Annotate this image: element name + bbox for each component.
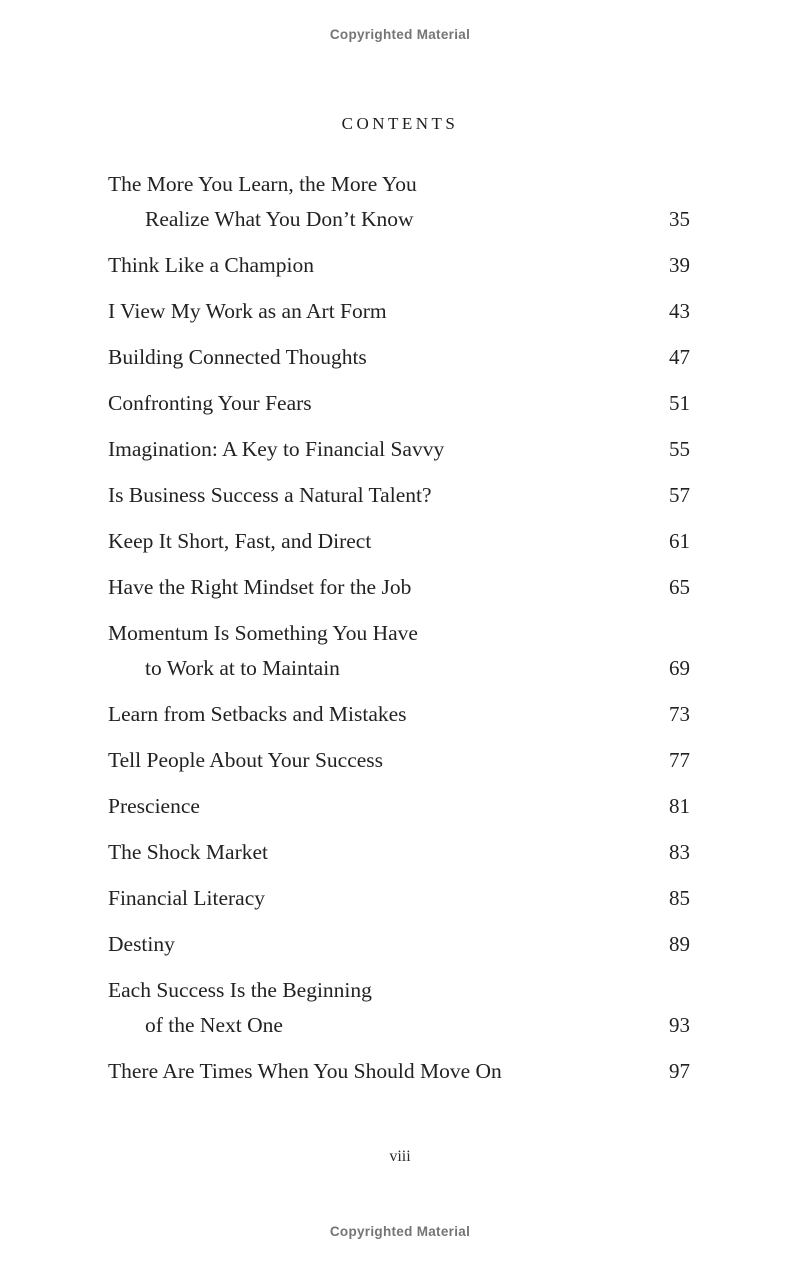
toc-line xyxy=(108,524,690,559)
toc-entry xyxy=(108,248,690,283)
toc-entry xyxy=(108,881,690,916)
toc-entry xyxy=(108,570,690,605)
toc-line xyxy=(108,294,690,329)
toc-entry-title: The More You Learn, the More You xyxy=(108,172,417,196)
toc-line xyxy=(108,743,690,778)
toc-entry xyxy=(108,789,690,824)
toc-entry xyxy=(108,386,690,421)
contents-heading: CONTENTS xyxy=(341,114,459,133)
toc-entry xyxy=(108,524,690,559)
toc-line xyxy=(108,248,690,283)
toc-entry-title: I View My Work as an Art Form xyxy=(108,299,387,323)
copyright-notice-bottom: Copyrighted Material xyxy=(329,1224,471,1239)
toc-entry-page-number: 85 xyxy=(669,886,690,910)
toc-entry xyxy=(108,973,690,1043)
toc-entry-page-number: 57 xyxy=(669,483,690,507)
toc-entry xyxy=(108,340,690,375)
toc-entry-title: Building Connected Thoughts xyxy=(108,345,367,369)
toc-entry-title: Imagination: A Key to Financial Savvy xyxy=(108,437,445,461)
toc-entry-title: Realize What You Don’t Know xyxy=(145,207,414,231)
toc-entry-title: Prescience xyxy=(108,794,200,818)
toc-entry-title: Think Like a Champion xyxy=(108,253,315,277)
toc-line xyxy=(108,881,690,916)
toc-line xyxy=(108,697,690,732)
toc-line xyxy=(108,651,690,686)
toc-entry xyxy=(108,1054,690,1089)
toc-entry-title: Each Success Is the Beginning xyxy=(108,978,372,1002)
copyright-notice-top: Copyrighted Material xyxy=(329,27,471,42)
toc-list xyxy=(108,167,690,1100)
toc-entry-page-number: 55 xyxy=(669,437,690,461)
toc-entry xyxy=(108,927,690,962)
toc-entry-title: There Are Times When You Should Move On xyxy=(108,1059,502,1083)
toc-entry-page-number: 69 xyxy=(669,656,690,680)
toc-entry-page-number: 83 xyxy=(669,840,690,864)
toc-entry xyxy=(108,294,690,329)
toc-entry-title: The Shock Market xyxy=(108,840,269,864)
toc-line xyxy=(108,973,690,1008)
toc-line xyxy=(108,432,690,467)
toc-line xyxy=(108,616,690,651)
toc-entry xyxy=(108,616,690,686)
toc-entry-title: Financial Literacy xyxy=(108,886,265,910)
toc-entry-page-number: 65 xyxy=(669,575,690,599)
toc-entry-title: Keep It Short, Fast, and Direct xyxy=(108,529,372,553)
toc-line xyxy=(108,340,690,375)
toc-entry-page-number: 73 xyxy=(669,702,690,726)
toc-entry xyxy=(108,167,690,237)
toc-entry xyxy=(108,432,690,467)
toc-entry-title: Learn from Setbacks and Mistakes xyxy=(108,702,407,726)
toc-entry-page-number: 35 xyxy=(669,207,690,231)
toc-line xyxy=(108,789,690,824)
toc-entry-page-number: 43 xyxy=(669,299,690,323)
toc-entry-title: of the Next One xyxy=(145,1013,283,1037)
toc-line xyxy=(108,570,690,605)
toc-entry xyxy=(108,697,690,732)
toc-line xyxy=(108,386,690,421)
toc-entry-page-number: 81 xyxy=(669,794,690,818)
toc-entry-page-number: 93 xyxy=(669,1013,690,1037)
toc-line xyxy=(108,1008,690,1043)
toc-entry-title: Is Business Success a Natural Talent? xyxy=(108,483,432,507)
toc-entry-page-number: 47 xyxy=(669,345,690,369)
toc-line xyxy=(108,202,690,237)
toc-entry-title: Have the Right Mindset for the Job xyxy=(108,575,412,599)
toc-entry-page-number: 77 xyxy=(669,748,690,772)
toc-entry xyxy=(108,835,690,870)
page-folio: viii xyxy=(389,1148,411,1165)
toc-entry xyxy=(108,478,690,513)
toc-line xyxy=(108,167,690,202)
toc-entry-title: to Work at to Maintain xyxy=(145,656,340,680)
toc-line xyxy=(108,478,690,513)
toc-entry-title: Destiny xyxy=(108,932,175,956)
toc-line xyxy=(108,1054,690,1089)
toc-line xyxy=(108,835,690,870)
toc-entry-title: Momentum Is Something You Have xyxy=(108,621,418,645)
toc-entry-page-number: 39 xyxy=(669,253,690,277)
toc-entry-page-number: 51 xyxy=(669,391,690,415)
toc-entry-page-number: 89 xyxy=(669,932,690,956)
toc-entry-page-number: 61 xyxy=(669,529,690,553)
toc-line xyxy=(108,927,690,962)
toc-entry-title: Confronting Your Fears xyxy=(108,391,312,415)
toc-entry-title: Tell People About Your Success xyxy=(108,748,384,772)
toc-entry xyxy=(108,743,690,778)
toc-entry-page-number: 97 xyxy=(669,1059,690,1083)
